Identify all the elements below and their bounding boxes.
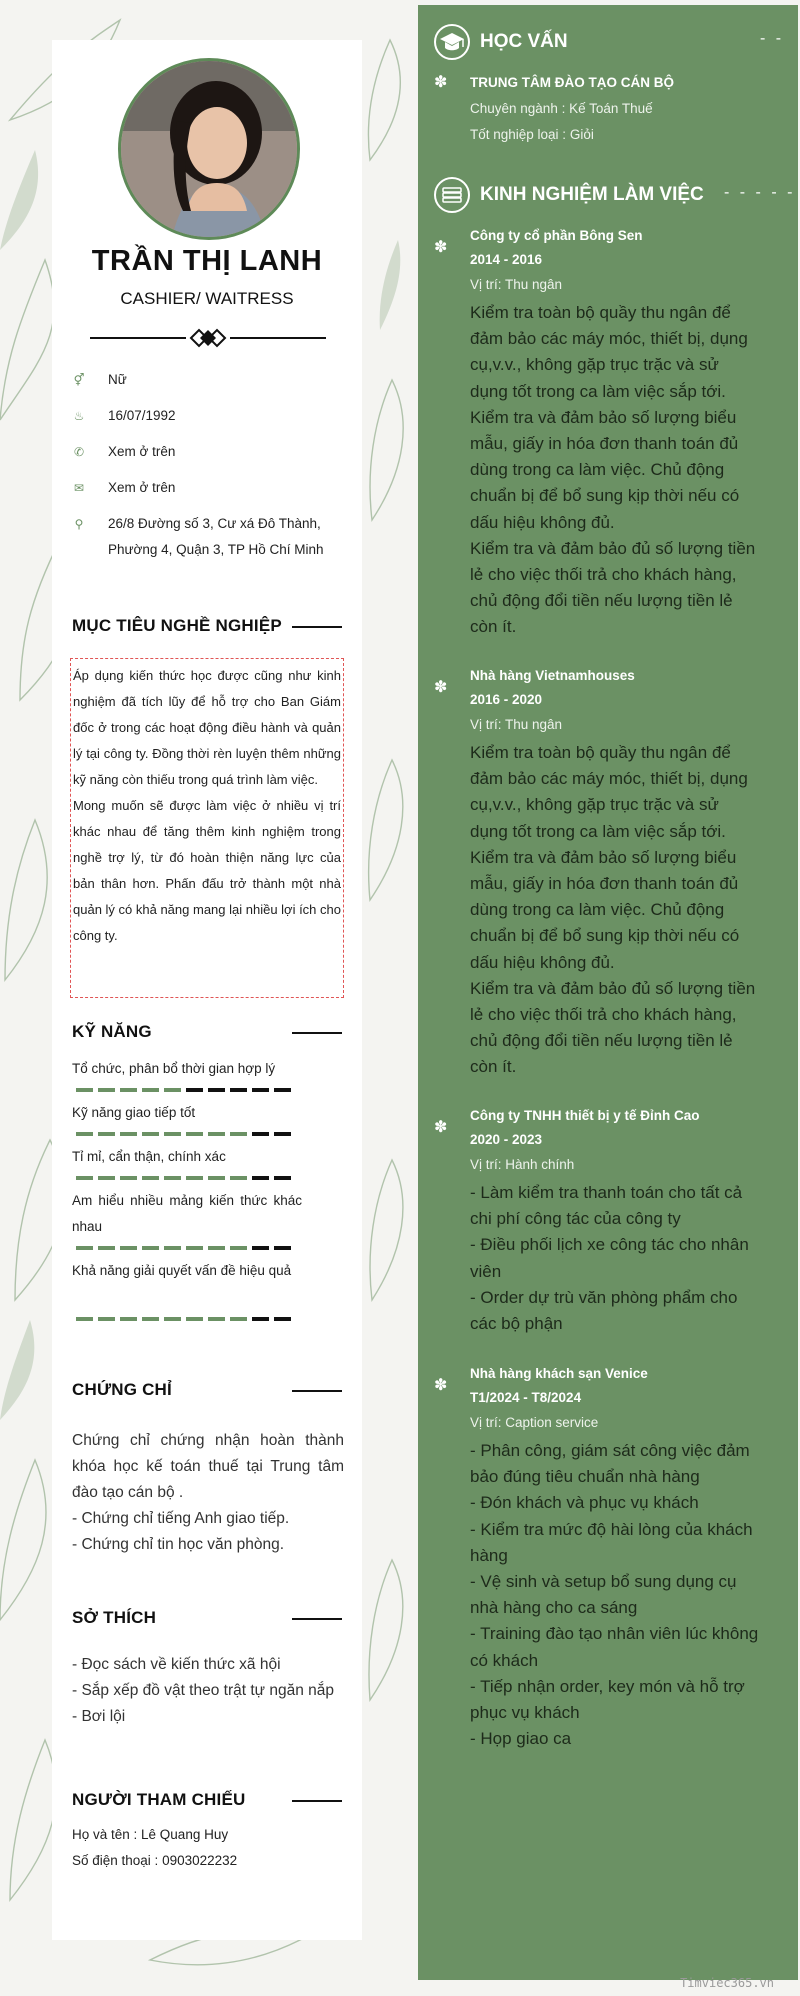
skill-bar-segment xyxy=(164,1246,181,1250)
skill-bar xyxy=(76,1245,291,1251)
skills-heading: KỸ NĂNG xyxy=(72,1022,152,1041)
job-company: Công ty TNHH thiết bị y tế Đỉnh Cao xyxy=(470,1108,700,1123)
skill-label: Tỉ mỉ, cẩn thận, chính xác xyxy=(72,1149,226,1164)
birthday-value: 16/07/1992 xyxy=(108,408,176,423)
skill-bar-segment xyxy=(208,1132,225,1136)
email-value[interactable]: Xem ở trên xyxy=(108,480,176,495)
info-email xyxy=(72,475,342,501)
skill-bar-segment xyxy=(120,1246,137,1250)
flower-icon: ✽ xyxy=(434,679,448,696)
job-years: T1/2024 - T8/2024 xyxy=(470,1390,582,1405)
skill-label: Am hiểu nhiều mảng kiến thức khác nhau xyxy=(72,1193,302,1234)
job-position: Vị trí: Thu ngân xyxy=(470,717,563,732)
flower-icon: ✽ xyxy=(434,74,448,91)
certificates-heading: CHỨNG CHỈ xyxy=(72,1380,172,1399)
skill-bar-segment xyxy=(142,1088,159,1092)
objective-body: Áp dụng kiến thức học được cũng như kinh nghiệm đã tích lũy để hỗ trợ cho Ban Giám đốc ở trong các hoạt động điều hành và quản lý tại công ty. Đồng thời rèn luyện thêm những kỹ năng còn thiếu trong quá trình làm việc. Mong muốn sẽ được làm việc ở nhiều vị trí khác nhau để tăng thêm kinh nghiệm trong nghề trợ lý, từ đó hoàn thiện năng lực của bản thân hơn. Phấn đấu trở thành một nhà quản lý có khả năng mang lại nhiều lợi ích cho công ty. xyxy=(73,668,341,943)
skill-bar-segment xyxy=(274,1246,291,1250)
skill-bar-segment xyxy=(98,1176,115,1180)
skill-bar-segment xyxy=(208,1246,225,1250)
skill-bar-segment xyxy=(208,1176,225,1180)
skill-bar-segment xyxy=(120,1132,137,1136)
skill-bar-segment xyxy=(76,1246,93,1250)
education-major: Chuyên ngành : Kế Toán Thuế xyxy=(470,101,653,116)
job-description: - Phân công, giám sát công việc đảm bảo đúng tiêu chuẩn nhà hàng - Đón khách và phục vụ khách - Kiểm tra mức độ hài lòng của khách hàng - Vệ sinh và setup bổ sung dụng cụ nhà hàng cho ca sáng - Training đào tạo nhân viên lúc không có khách - Tiếp nhận order, key món và hỗ trợ phục vụ khách - Họp giao ca xyxy=(470,1441,759,1749)
skill-bar xyxy=(76,1316,291,1322)
skill-bar-segment xyxy=(252,1132,269,1136)
skill-bar-segment xyxy=(230,1246,247,1250)
hobbies-heading: SỞ THÍCH xyxy=(72,1608,157,1627)
skill-bar-segment xyxy=(120,1317,137,1321)
skill-bar-segment xyxy=(98,1088,115,1092)
skill-bar-segment xyxy=(274,1132,291,1136)
skill-bar-segment xyxy=(120,1088,137,1092)
education-heading-dash: - - xyxy=(760,30,785,47)
watermark: Timviec365.vn xyxy=(680,1976,774,1990)
skill-bar-segment xyxy=(230,1176,247,1180)
job-years: 2020 - 2023 xyxy=(470,1132,543,1147)
books-icon xyxy=(434,177,470,213)
skill-label: Tổ chức, phân bổ thời gian hợp lý xyxy=(72,1061,276,1076)
skill-bar-segment xyxy=(164,1132,181,1136)
skill-bar-segment xyxy=(164,1176,181,1180)
skill-bar-segment xyxy=(252,1088,269,1092)
skill-bar-segment xyxy=(186,1088,203,1092)
skill-bar-segment xyxy=(142,1317,159,1321)
name-divider xyxy=(90,325,326,351)
flower-icon: ✽ xyxy=(434,239,448,256)
skill-bar-segment xyxy=(208,1317,225,1321)
envelope-icon: ✉ xyxy=(73,481,85,495)
info-address xyxy=(72,511,342,563)
skill-bar-segment xyxy=(252,1317,269,1321)
phone-icon: ✆ xyxy=(73,445,85,459)
address-value: 26/8 Đường số 3, Cư xá Đô Thành, Phường 4, Quận 3, TP Hồ Chí Minh xyxy=(108,516,324,557)
skill-bar-segment xyxy=(186,1246,203,1250)
objective-heading: MỤC TIÊU NGHỀ NGHIỆP xyxy=(72,616,282,635)
education-heading: HỌC VẤN xyxy=(480,31,568,52)
skill-label: Khả năng giải quyết vấn đề hiệu quả xyxy=(72,1263,292,1278)
job-years: 2014 - 2016 xyxy=(470,252,543,267)
skill-bar xyxy=(76,1175,291,1181)
skill-bar-segment xyxy=(230,1088,247,1092)
phone-value[interactable]: Xem ở trên xyxy=(108,444,176,459)
skills-heading-line xyxy=(292,1032,342,1034)
candidate-name: TRẦN THỊ LANH xyxy=(91,245,323,277)
education-grade: Tốt nghiệp loại : Giỏi xyxy=(470,127,594,142)
skill-bar xyxy=(76,1087,291,1093)
job-company: Nhà hàng Vietnamhouses xyxy=(470,668,635,683)
certificates-heading-line xyxy=(292,1390,342,1392)
hobbies-heading-line xyxy=(292,1618,342,1620)
skill-bar-segment xyxy=(186,1132,203,1136)
skill-bar-segment xyxy=(186,1317,203,1321)
hobbies-text[interactable]: - Đọc sách về kiến thức xã hội - Sắp xếp đồ vật theo trật tự ngăn nắp - Bơi lội xyxy=(72,1656,334,1725)
skill-bar-segment xyxy=(98,1132,115,1136)
skill-bar-segment xyxy=(230,1317,247,1321)
flower-icon: ✽ xyxy=(434,1119,448,1136)
skill-label: Kỹ năng giao tiếp tốt xyxy=(72,1105,196,1120)
job-description: Kiểm tra toàn bộ quầy thu ngân để đảm bảo các máy móc, thiết bị, dụng cụ,v.v., không gặp trục trặc và sử dụng tốt trong ca làm việc sắp tới. Kiểm tra và đảm bảo số lượng biểu mẫu, giấy in hóa đơn thanh toán đủ dùng trong ca làm việc. Chủ động chuẩn bị để bổ sung kịp thời nếu có dấu hiệu không đủ. Kiểm tra và đảm bảo đủ số lượng tiền lẻ cho việc thối trả cho khách hàng, chủ động đổi tiền nếu lượng tiền lẻ còn ít. xyxy=(470,303,756,637)
skill-bar-segment xyxy=(76,1132,93,1136)
objective-heading-line xyxy=(292,626,342,628)
experience-heading-dash: - - - - - xyxy=(724,184,796,201)
avatar xyxy=(118,58,300,240)
skill-bar xyxy=(76,1131,291,1137)
education-school: TRUNG TÂM ĐÀO TẠO CÁN BỘ xyxy=(470,75,674,90)
skill-bar-segment xyxy=(76,1317,93,1321)
skill-bar-segment xyxy=(120,1176,137,1180)
job-position: Vị trí: Hành chính xyxy=(470,1157,575,1172)
job-description: - Làm kiểm tra thanh toán cho tất cả chi phí công tác của công ty - Điều phối lịch xe công tác cho nhân viên - Order dự trù văn phòng phẩm cho các bộ phận xyxy=(470,1183,749,1334)
job-description: Kiểm tra toàn bộ quầy thu ngân để đảm bảo các máy móc, thiết bị, dụng cụ,v.v., không gặp trục trặc và sử dụng tốt trong ca làm việc sắp tới. Kiểm tra và đảm bảo số lượng biểu mẫu, giấy in hóa đơn thanh toán đủ dùng trong ca làm việc. Chủ động chuẩn bị để bổ sung kịp thời nếu có dấu hiệu không đủ. Kiểm tra và đảm bảo đủ số lượng tiền lẻ cho việc thối trả cho khách hàng, chủ động đổi tiền nếu lượng tiền lẻ còn ít. xyxy=(470,743,756,1077)
job-company: Công ty cổ phần Bông Sen xyxy=(470,228,643,243)
job-years: 2016 - 2020 xyxy=(470,692,543,707)
flower-icon: ✽ xyxy=(434,1377,448,1394)
skill-bar-segment xyxy=(208,1088,225,1092)
reference-heading: NGƯỜI THAM CHIẾU xyxy=(72,1790,246,1809)
job-company: Nhà hàng khách sạn Venice xyxy=(470,1366,648,1381)
skill-bar-segment xyxy=(142,1176,159,1180)
reference-phone: Số điện thoại : 0903022232 xyxy=(72,1853,238,1868)
candidate-job-title: CASHIER/ WAITRESS xyxy=(120,289,294,308)
job-position: Vị trí: Thu ngân xyxy=(470,277,563,292)
objective-text[interactable] xyxy=(70,658,344,998)
skill-bar-segment xyxy=(76,1088,93,1092)
experience-heading: KINH NGHIỆM LÀM VIỆC xyxy=(480,184,704,205)
skill-bar-segment xyxy=(164,1088,181,1092)
gender-icon: ⚥ xyxy=(73,373,85,387)
skill-bar-segment xyxy=(76,1176,93,1180)
reference-heading-line xyxy=(292,1800,342,1802)
skill-bar-segment xyxy=(142,1132,159,1136)
reference-name: Họ và tên : Lê Quang Huy xyxy=(72,1827,229,1842)
skill-bar-segment xyxy=(252,1176,269,1180)
skill-bar-segment xyxy=(186,1176,203,1180)
skill-bar-segment xyxy=(142,1246,159,1250)
location-pin-icon: ⚲ xyxy=(74,517,84,531)
info-phone xyxy=(72,439,342,465)
skill-bar-segment xyxy=(98,1317,115,1321)
info-gender xyxy=(72,367,342,393)
gender-value: Nữ xyxy=(108,372,127,387)
certificates-text[interactable]: Chứng chỉ chứng nhận hoàn thành khóa học kế toán thuế tại Trung tâm đào tạo cán bộ . - Chứng chỉ tiếng Anh giao tiếp. - Chứng chỉ tin học văn phòng. xyxy=(72,1432,344,1553)
graduation-cap-icon xyxy=(434,24,470,60)
skill-bar-segment xyxy=(274,1317,291,1321)
skill-bar-segment xyxy=(274,1088,291,1092)
cake-icon: ♨ xyxy=(73,409,85,423)
skill-bar-segment xyxy=(230,1132,247,1136)
job-position: Vị trí: Caption service xyxy=(470,1415,599,1430)
skill-bar-segment xyxy=(98,1246,115,1250)
skill-bar-segment xyxy=(164,1317,181,1321)
info-birthday xyxy=(72,403,342,429)
skill-bar-segment xyxy=(252,1246,269,1250)
skill-bar-segment xyxy=(274,1176,291,1180)
